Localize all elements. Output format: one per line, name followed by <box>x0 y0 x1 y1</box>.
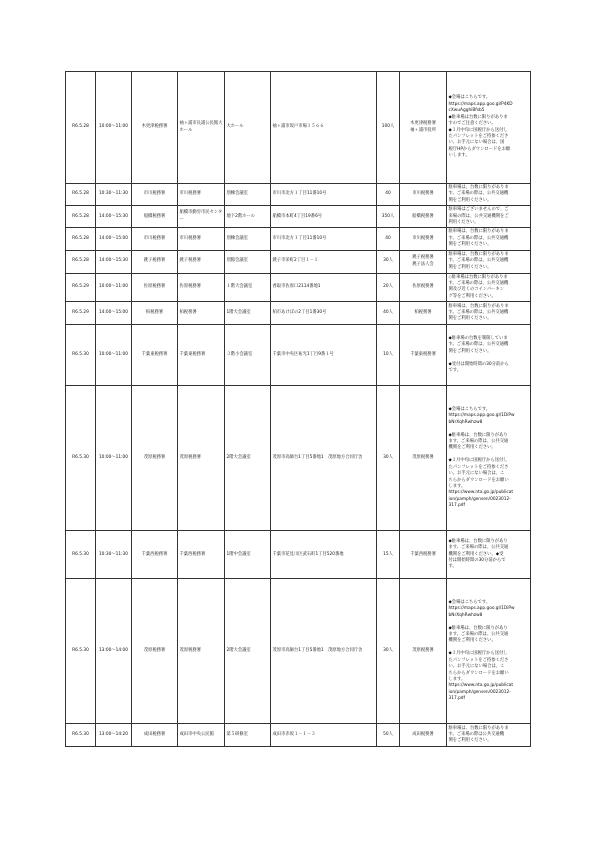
venue-cell: 船橋市勤労市民センター <box>178 206 225 228</box>
capacity-cell: 30人 <box>377 579 400 724</box>
time-cell: 13:00～14:20 <box>96 724 132 747</box>
table-row <box>66 724 531 747</box>
note-line: https://maps.app.goo.gl/P4KD <box>448 101 513 107</box>
note-line: す。ご来場の際は、公共交通機 <box>448 281 509 287</box>
room-cell: 地下2階ホール <box>225 206 271 228</box>
note-line: ◆３月中旬に国税庁から送付し <box>448 127 508 133</box>
notes-cell <box>447 206 531 228</box>
organizer-name: 銚子法人会 <box>412 261 434 267</box>
table-row <box>66 325 531 386</box>
capacity-cell: 40 <box>377 184 400 206</box>
organizer-cell <box>400 206 447 228</box>
address-cell: 茂原市高師台1丁目5番地1 茂原地方合同庁舎 <box>271 579 377 724</box>
note-line: 317.pdf <box>448 503 466 509</box>
venue-cell: 袖ヶ浦市長浦公民館大ホール <box>178 72 225 184</box>
note-line: 関をご利用ください。 <box>448 242 492 248</box>
note-line: ◆駐車場は、台数に限りがあり <box>448 432 508 438</box>
note-line: 駐車場はございませんので、ご <box>448 207 509 213</box>
venue-cell: 市川税務署 <box>178 184 225 206</box>
tax-office-cell: 銚子税務署 <box>132 250 178 273</box>
note-line: たパンフレットをご持参くださ <box>448 657 509 663</box>
time-cell: 14:00～15:00 <box>96 228 132 250</box>
note-line: 関をご利用ください。 <box>448 738 492 744</box>
organizer-cell <box>400 579 447 724</box>
organizer-name: 千葉東税務署 <box>410 352 436 358</box>
organizer-cell <box>400 302 447 325</box>
organizer-cell <box>400 386 447 531</box>
note-line: い。お手元にない場合は、国 <box>448 140 505 146</box>
venue-cell: 柏税務署 <box>178 302 225 325</box>
capacity-cell: 40人 <box>377 302 400 325</box>
organizer-cell <box>400 184 447 206</box>
note-line: ◆駐車場は台数に限りがありま <box>448 114 508 120</box>
address-cell: 香取市佐原口2114番地1 <box>271 273 377 302</box>
note-line: https://maps.app.goo.gl/1DiPw <box>448 413 515 419</box>
address-cell: 茂原市高師台1丁目5番地1 茂原地方合同庁舎 <box>271 386 377 531</box>
address-cell: 千葉市花見川区武石町1丁目520番地 <box>271 531 377 579</box>
table-row <box>66 184 531 206</box>
date-cell: R6.5.30 <box>66 386 96 531</box>
venue-cell: 銚子税務署 <box>178 250 225 273</box>
note-line: 関をご利用ください。 <box>448 316 492 322</box>
note-line: ion/pamph/gensen/0023012- <box>448 496 511 502</box>
organizer-name: 船橋税務署 <box>412 213 434 219</box>
date-cell: R6.5.28 <box>66 250 96 273</box>
table-row <box>66 206 531 228</box>
room-cell: ３階小会議室 <box>225 325 271 386</box>
note-line: すのでご注意ください。 <box>448 121 496 127</box>
notes-cell <box>447 184 531 206</box>
notes-cell <box>447 724 531 747</box>
note-line: す。ご来場の際は、公共交通機 <box>448 191 509 197</box>
address-cell: 千葉市中央区祐光1丁目9番１号 <box>271 325 377 386</box>
capacity-cell: 30人 <box>377 250 400 273</box>
tax-office-cell: 成田税務署 <box>132 724 178 747</box>
capacity-cell: 10人 <box>377 325 400 386</box>
note-line: す。ご来場の際は、公共交通機 <box>448 310 509 316</box>
organizer-cell <box>400 273 447 302</box>
tax-office-cell: 船橋税務署 <box>132 206 178 228</box>
note-line: ◆駐車場は、台数に限りがあり <box>448 625 508 631</box>
date-cell: R6.5.30 <box>66 724 96 747</box>
note-line: す。ご来場の際は公共交通機 <box>448 732 505 738</box>
note-line: ◆３月中旬に国税庁から送付し <box>448 651 508 657</box>
capacity-cell: 350人 <box>377 206 400 228</box>
room-cell: 別棟会議室 <box>225 184 271 206</box>
time-cell: 10:30～11:30 <box>96 531 132 579</box>
note-line: 関及び近くのコインパーキン <box>448 287 504 293</box>
note-line: bNrXqhRwhzw8 <box>448 612 483 618</box>
note-line: ◆３月中旬に国税庁から送付し <box>448 458 508 464</box>
date-cell: R6.5.29 <box>66 273 96 302</box>
note-line: す。ご来場の際は、公共交通機 <box>448 258 509 264</box>
note-line: 機関をご利用ください。 <box>448 445 496 451</box>
date-cell: R6.5.30 <box>66 531 96 579</box>
address-cell: 柏市あけぼの2丁目1番30号 <box>271 302 377 325</box>
organizer-name: 市川税務署 <box>412 235 434 241</box>
note-line: 駐車場は、台数に限りがありま <box>448 303 509 309</box>
organizer-name: 柏税務署 <box>414 310 432 316</box>
note-line: 税庁HPからダウンロードをお願 <box>448 146 511 152</box>
note-line: https://maps.app.goo.gl/1DiPw <box>448 606 515 612</box>
note-line: 駐車場は、台数に限りがありま <box>448 252 509 258</box>
schedule-table <box>65 71 531 747</box>
date-cell: R6.5.28 <box>66 72 96 184</box>
organizer-cell <box>400 325 447 386</box>
organizer-name: 成田税務署 <box>412 732 434 738</box>
date-cell: R6.5.29 <box>66 302 96 325</box>
organizer-name: 佐原税務署 <box>412 284 434 290</box>
room-cell: １階大会議室 <box>225 273 271 302</box>
time-cell: 14:00～15:30 <box>96 250 132 273</box>
room-cell: 1階中会議室 <box>225 531 271 579</box>
note-line: 来場の際は、公共交通機関をご <box>448 213 509 219</box>
date-cell: R6.5.28 <box>66 228 96 250</box>
note-line: す。ご来場の際は、公共交通機 <box>448 235 509 241</box>
organizer-cell <box>400 250 447 273</box>
note-line: 機関をご利用ください。◆受 <box>448 551 504 557</box>
notes-cell <box>447 579 531 724</box>
time-cell: 13:00～14:00 <box>96 579 132 724</box>
time-cell: 14:00～15:30 <box>96 206 132 228</box>
note-line: ◆会場はこちらです。 <box>448 95 491 101</box>
note-line: ◆駐車場は、台数に限りがあり <box>448 538 508 544</box>
table-row <box>66 302 531 325</box>
note-line: 機関をご利用ください。 <box>448 638 496 644</box>
address-cell: 袖ヶ浦市坂戸市場１５６６ <box>271 72 377 184</box>
note-line: いします。 <box>448 153 470 159</box>
room-cell: 2階大会議室 <box>225 579 271 724</box>
organizer-cell <box>400 724 447 747</box>
note-line: ます。ご来場の際は、公共交通 <box>448 439 509 445</box>
organizer-cell <box>400 531 447 579</box>
date-cell: R6.5.30 <box>66 325 96 386</box>
note-line: 関をご利用ください。 <box>448 197 492 203</box>
note-line: ◆会場はこちらです。 <box>448 600 491 606</box>
room-cell: 第５研修室 <box>225 724 271 747</box>
venue-cell: 佐原税務署 <box>178 273 225 302</box>
table-row <box>66 579 531 724</box>
note-line: たパンフレットをご持参くださ <box>448 464 509 470</box>
organizer-name: 銚子税務署 <box>412 255 434 261</box>
note-line: https://www.nta.go.jp/publicat <box>448 683 514 689</box>
time-cell: 10:00～11:00 <box>96 72 132 184</box>
table-row <box>66 273 531 302</box>
room-cell: 2階大会議室 <box>225 386 271 531</box>
note-line: す。 <box>448 564 457 570</box>
table-row <box>66 386 531 531</box>
note-line: す。ご来場の際は、公共交通機 <box>448 342 509 348</box>
note-line: 駐車場は、台数に限りがありま <box>448 229 509 235</box>
tax-office-cell: 千葉東税務署 <box>132 325 178 386</box>
note-line: 利用ください。 <box>448 220 479 226</box>
venue-cell: 千葉東税務署 <box>178 325 225 386</box>
note-line: 付は開始時間の30分前からで <box>448 557 506 563</box>
date-cell: R6.5.28 <box>66 184 96 206</box>
notes-cell <box>447 531 531 579</box>
organizer-name: 市川税務署 <box>412 191 434 197</box>
capacity-cell: 15人 <box>377 531 400 579</box>
tax-office-cell: 佐原税務署 <box>132 273 178 302</box>
organizer-cell <box>400 228 447 250</box>
address-cell: 市川市北方１丁目11番10号 <box>271 184 377 206</box>
note-line: ◆受付は開始時間の30分前から <box>448 361 509 367</box>
note-line: 駐車場は、台数に限りがありま <box>448 185 509 190</box>
note-line: い。お手元にない場合は、こ <box>448 471 505 477</box>
note-line: ion/pamph/gensen/0023012- <box>448 689 511 695</box>
note-line: たパンフレットをご持参くださ <box>448 133 509 139</box>
organizer-cell <box>400 72 447 184</box>
note-line: します。 <box>448 483 466 489</box>
date-cell: R6.5.30 <box>66 579 96 724</box>
venue-cell: 成田市中央公民館 <box>178 724 225 747</box>
note-line: ます。ご来場の際は、公共交通 <box>448 545 509 551</box>
organizer-name: 袖ヶ浦市役所 <box>410 127 436 133</box>
address-cell: 市川市北方１丁目11番10号 <box>271 228 377 250</box>
note-line: bNrXqhRwhzw8 <box>448 419 483 425</box>
organizer-name: 木更津税務署 <box>410 121 436 127</box>
note-line: https://www.nta.go.jp/publicat <box>448 490 514 496</box>
note-line: 駐車場は、台数に限りがありま <box>448 725 509 731</box>
room-cell: 1階大会議室 <box>225 302 271 325</box>
note-line: ◆会場はこちらです。 <box>448 407 491 413</box>
note-line: ◇駐車場は台数に限りがありま <box>448 274 508 280</box>
tax-office-cell: 市川税務署 <box>132 228 178 250</box>
notes-cell <box>447 250 531 273</box>
date-cell: R6.5.28 <box>66 206 96 228</box>
note-line: 関をご利用ください。 <box>448 348 492 354</box>
room-cell: 別館会議室 <box>225 250 271 273</box>
table-row <box>66 531 531 579</box>
note-line: ます。ご来場の際は、公共交通 <box>448 632 509 638</box>
address-cell: 船橋市本町4丁目19番6号 <box>271 206 377 228</box>
tax-office-cell: 茂原税務署 <box>132 579 178 724</box>
tax-office-cell: 茂原税務署 <box>132 386 178 531</box>
note-line: ◆駐車場の台数を制限していま <box>448 336 508 342</box>
venue-cell: 市川税務署 <box>178 228 225 250</box>
note-line: グ等をご利用ください。 <box>448 293 496 299</box>
notes-cell <box>447 386 531 531</box>
venue-cell: 千葉西税務署 <box>178 531 225 579</box>
capacity-cell: 40 <box>377 228 400 250</box>
tax-office-cell: 千葉西税務署 <box>132 531 178 579</box>
time-cell: 10:00～11:00 <box>96 325 132 386</box>
note-line: 317.pdf <box>448 696 466 702</box>
note-line: ちらからダウンロードをお願い <box>448 477 509 483</box>
room-cell: 大ホール <box>225 72 271 184</box>
note-line: 関をご利用ください。 <box>448 264 492 270</box>
time-cell: 14:00～15:00 <box>96 302 132 325</box>
notes-cell <box>447 325 531 386</box>
tax-office-cell: 市川税務署 <box>132 184 178 206</box>
capacity-cell: 30人 <box>377 386 400 531</box>
note-line: い。お手元にない場合は、こ <box>448 664 505 670</box>
time-cell: 10:00～11:00 <box>96 273 132 302</box>
table-row <box>66 72 531 184</box>
notes-cell <box>447 302 531 325</box>
capacity-cell: 100人 <box>377 72 400 184</box>
organizer-name: 茂原税務署 <box>412 455 434 461</box>
notes-cell <box>447 273 531 302</box>
venue-cell: 茂原税務署 <box>178 579 225 724</box>
address-cell: 成田市赤坂１－１－３ <box>271 724 377 747</box>
organizer-name: 茂原税務署 <box>412 648 434 654</box>
note-line: します。 <box>448 676 466 682</box>
table-row <box>66 228 531 250</box>
table-row <box>66 250 531 273</box>
time-cell: 10:00～11:00 <box>96 386 132 531</box>
notes-cell <box>447 228 531 250</box>
room-cell: 別棟会議室 <box>225 228 271 250</box>
organizer-name: 千葉西税務署 <box>410 551 436 557</box>
address-cell: 銚子市栄町2丁目１－１ <box>271 250 377 273</box>
note-line: です。 <box>448 368 462 374</box>
note-line: cXwuAgghiBfsb5 <box>448 108 485 114</box>
venue-cell: 茂原税務署 <box>178 386 225 531</box>
tax-office-cell: 木更津税務署 <box>132 72 178 184</box>
capacity-cell: 20人 <box>377 273 400 302</box>
tax-office-cell: 柏税務署 <box>132 302 178 325</box>
time-cell: 10:30～11:30 <box>96 184 132 206</box>
capacity-cell: 50人 <box>377 724 400 747</box>
notes-cell <box>447 72 531 184</box>
note-line: ちらからダウンロードをお願い <box>448 670 509 676</box>
